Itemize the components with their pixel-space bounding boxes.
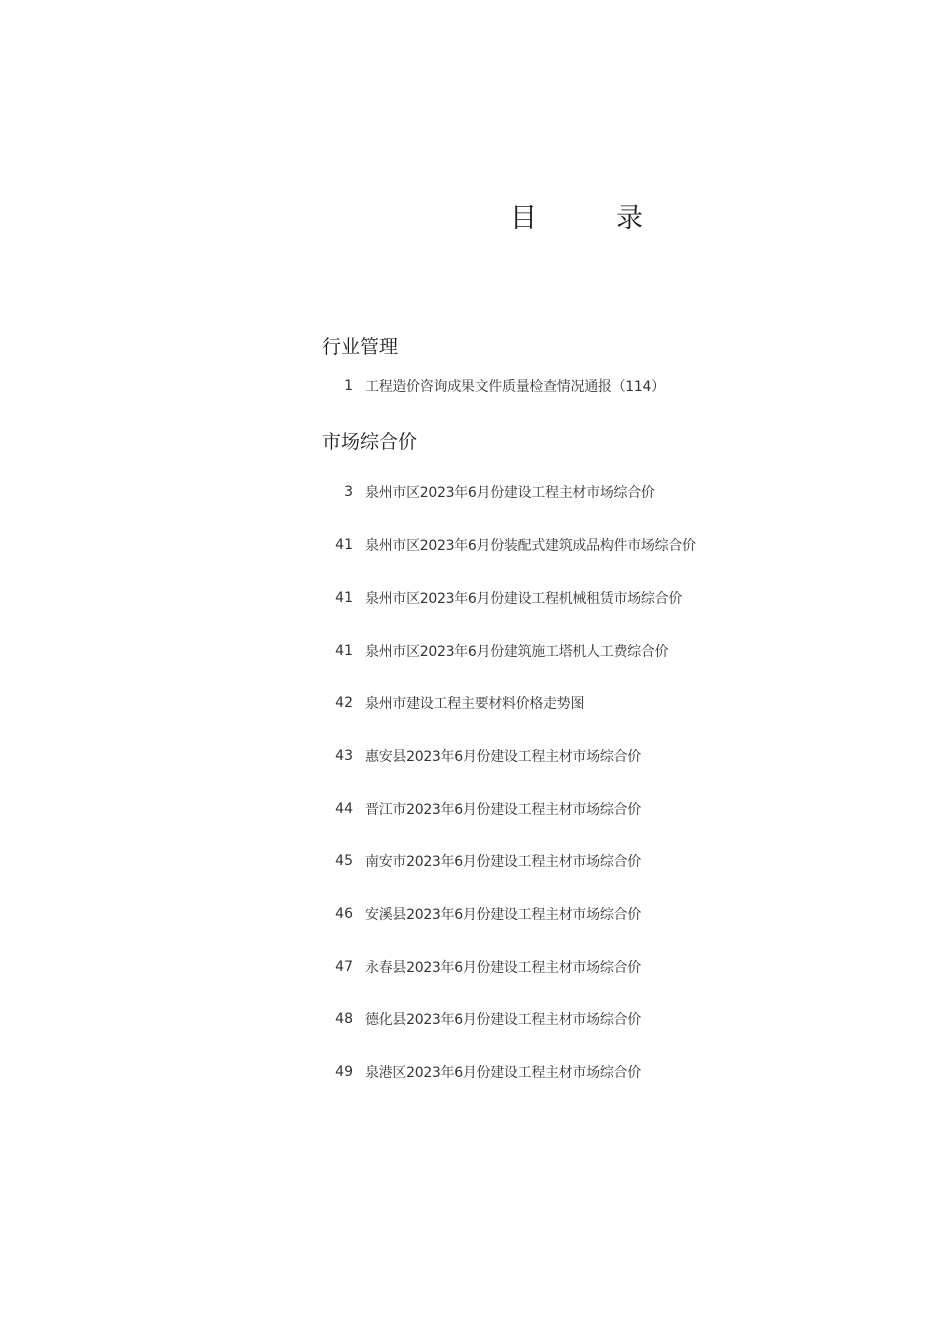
section-heading-market-price: 市场综合价: [322, 431, 418, 453]
toc-page-number: 48: [335, 1011, 353, 1027]
toc-entry[interactable]: [300, 1007, 760, 1031]
toc-entry[interactable]: [300, 1060, 760, 1084]
toc-page-number: 41: [335, 590, 353, 606]
toc-page-number: 43: [335, 748, 353, 764]
toc-entry[interactable]: [300, 533, 760, 557]
toc-entry-title: 晋江市2023年6月份建设工程主材市场综合价: [365, 802, 641, 818]
toc-page-number: 46: [335, 906, 353, 922]
toc-entry[interactable]: [300, 639, 760, 663]
toc-entry-title: 泉州市区2023年6月份建设工程机械租赁市场综合价: [365, 591, 683, 607]
toc-entry-title: 泉州市建设工程主要材料价格走势图: [365, 696, 585, 712]
toc-entry-title: 泉港区2023年6月份建设工程主材市场综合价: [365, 1065, 641, 1081]
toc-entry[interactable]: [300, 374, 760, 398]
toc-page-number: 41: [335, 537, 353, 553]
toc-entry-title: 永春县2023年6月份建设工程主材市场综合价: [365, 960, 641, 976]
toc-entry[interactable]: [300, 955, 760, 979]
toc-entry[interactable]: [300, 480, 760, 504]
toc-entry-title: 惠安县2023年6月份建设工程主材市场综合价: [365, 749, 641, 765]
toc-entry[interactable]: [300, 849, 760, 873]
toc-entry-title: 安溪县2023年6月份建设工程主材市场综合价: [365, 907, 641, 923]
toc-entry[interactable]: [300, 586, 760, 610]
toc-page-number: 1: [344, 378, 353, 394]
toc-page-number: 44: [335, 801, 353, 817]
toc-entry-title: 泉州市区2023年6月份装配式建筑成品构件市场综合价: [365, 538, 696, 554]
toc-page-number: 49: [335, 1064, 353, 1080]
toc-page-number: 45: [335, 853, 353, 869]
toc-entry-title: 南安市2023年6月份建设工程主材市场综合价: [365, 854, 641, 870]
toc-entry-title: 工程造价咨询成果文件质量检查情况通报（114）: [365, 379, 665, 395]
section-heading-industry-management: 行业管理: [322, 336, 399, 358]
page-title: 目 录: [510, 203, 669, 234]
toc-page-number: 3: [344, 484, 353, 500]
toc-page-number: 47: [335, 959, 353, 975]
toc-page-number: 41: [335, 643, 353, 659]
toc-entry[interactable]: [300, 744, 760, 768]
toc-page-number: 42: [335, 695, 353, 711]
toc-entry-title: 泉州市区2023年6月份建设工程主材市场综合价: [365, 485, 655, 501]
toc-entry-title: 德化县2023年6月份建设工程主材市场综合价: [365, 1012, 641, 1028]
toc-entry[interactable]: [300, 797, 760, 821]
toc-entry[interactable]: [300, 691, 760, 715]
toc-entry[interactable]: [300, 902, 760, 926]
toc-entry-title: 泉州市区2023年6月份建筑施工塔机人工费综合价: [365, 644, 669, 660]
